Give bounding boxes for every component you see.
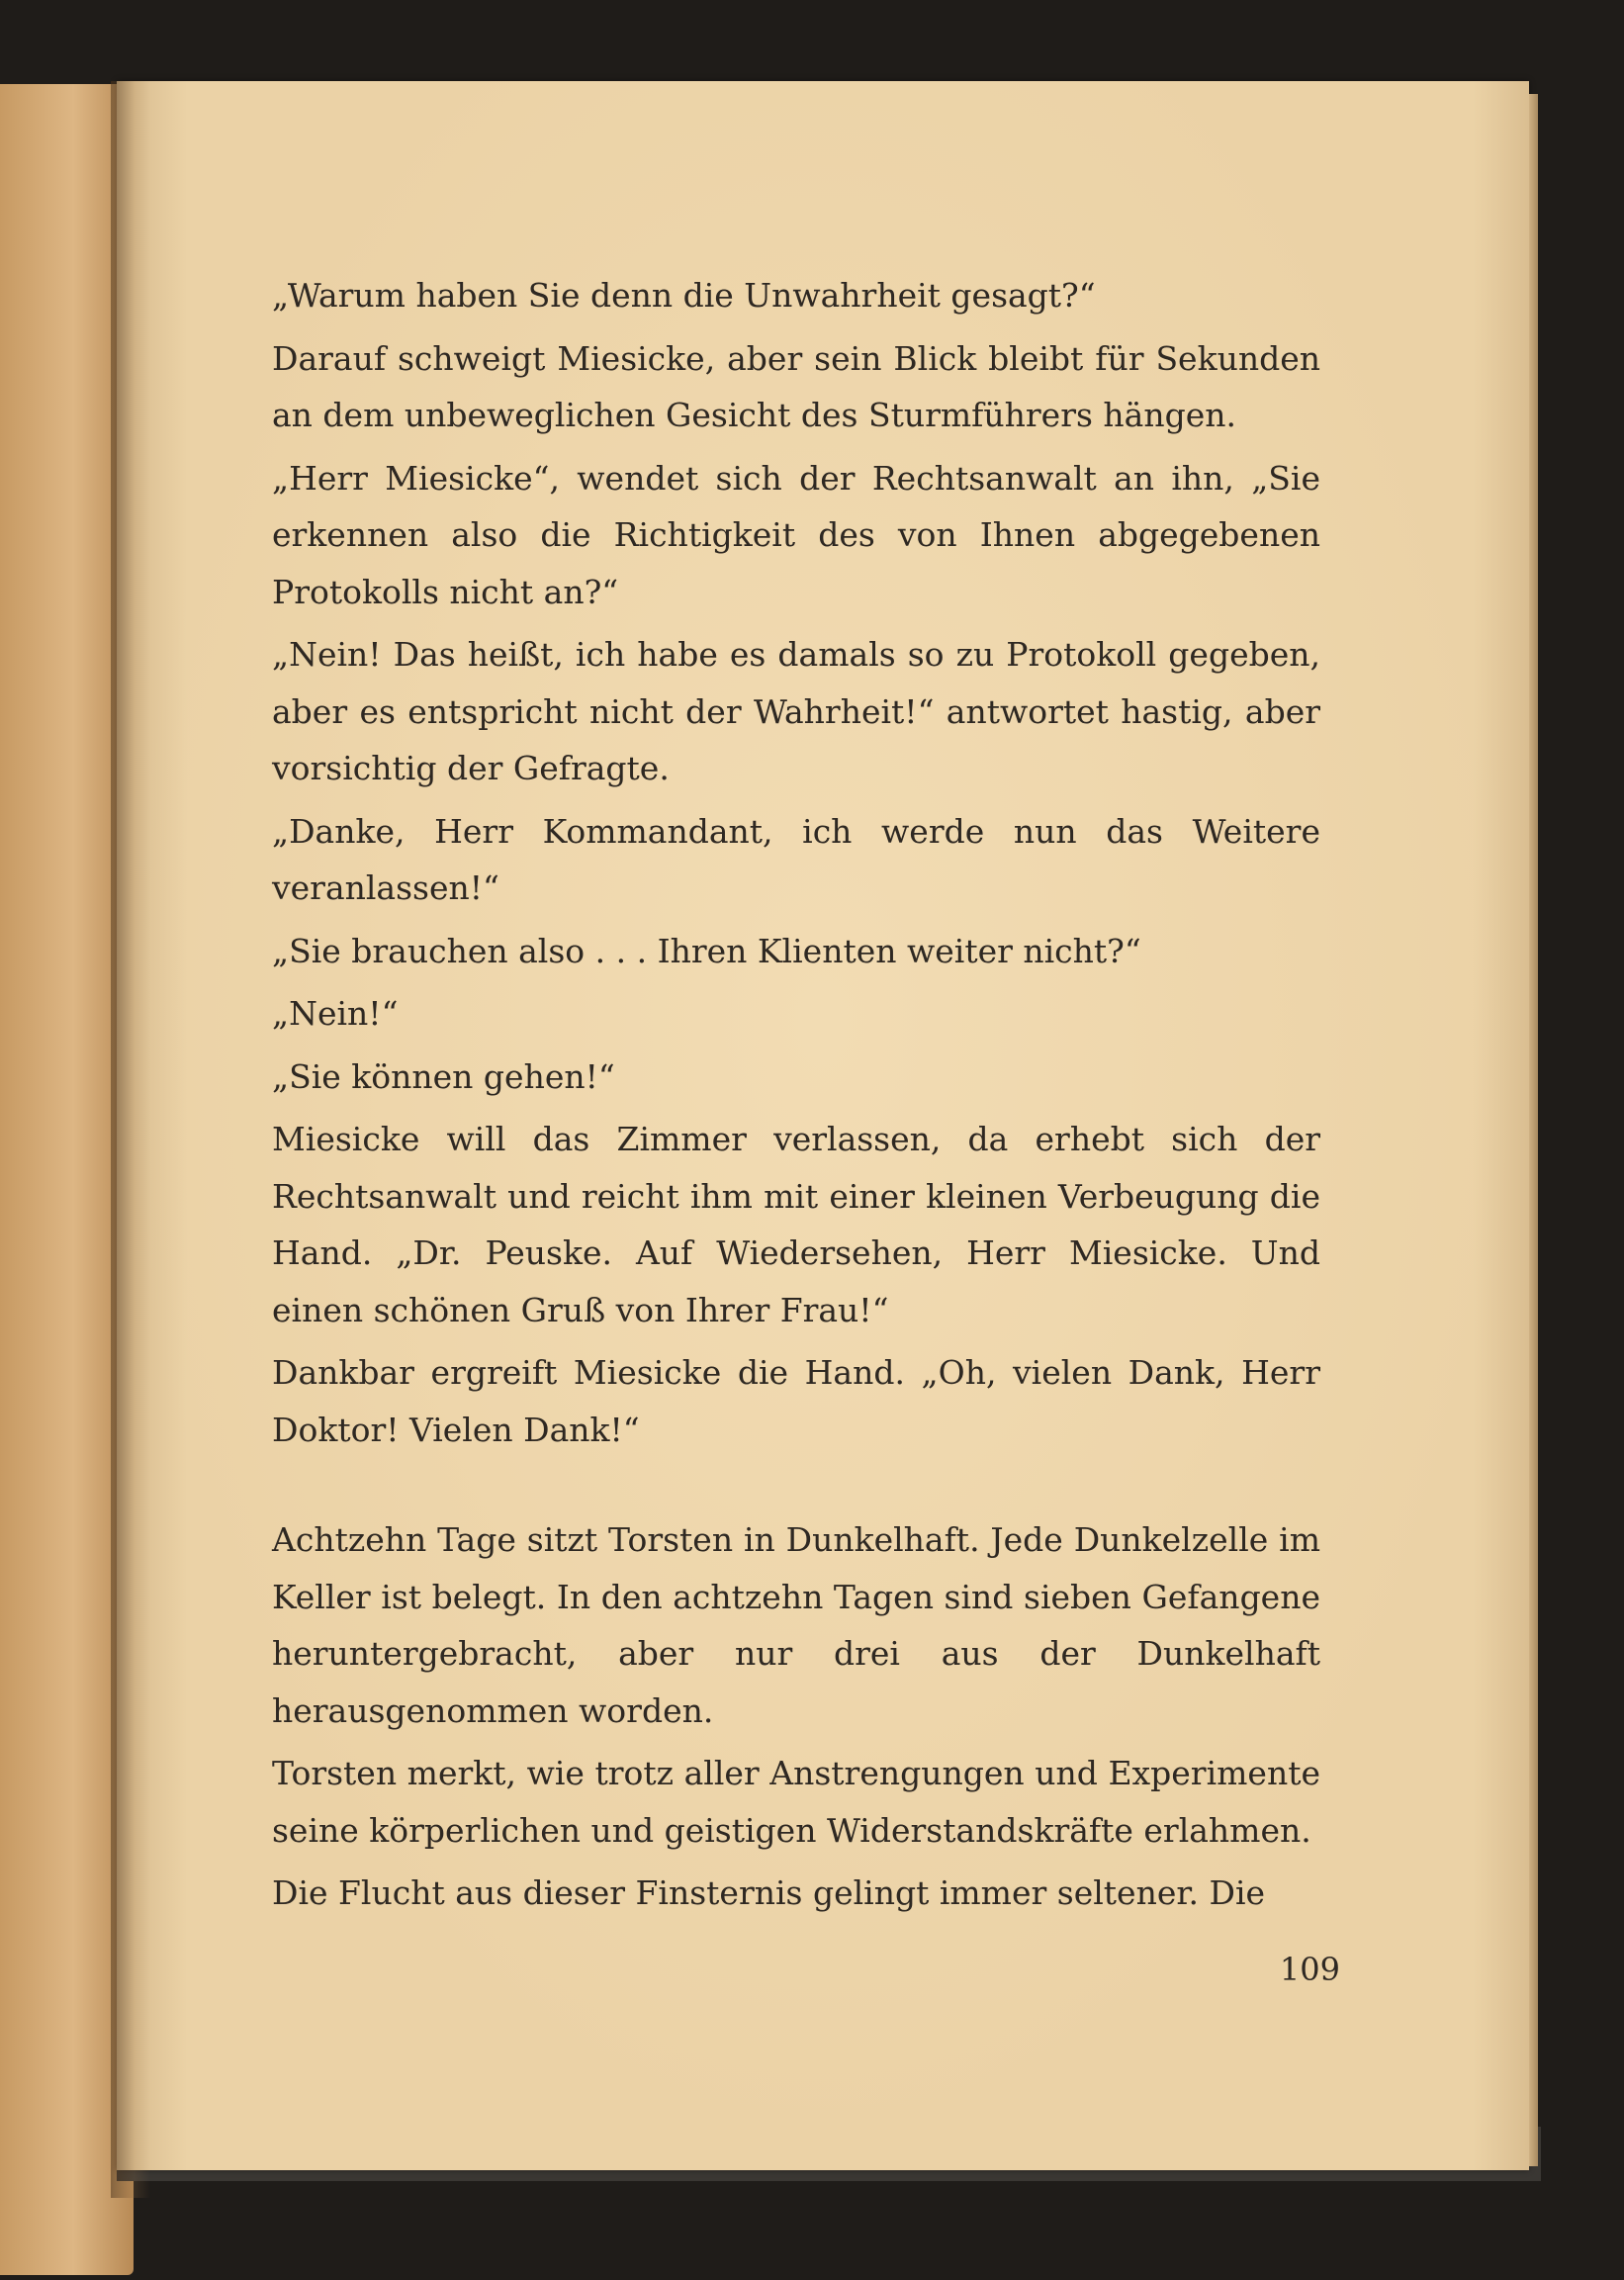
paragraph: Achtzehn Tage sitzt Torsten in Dunkelhaft. Jede Dunkelzelle im Keller ist belegt. In den achtzehn Tagen sind sieben Gefangene heruntergebracht, aber nur drei aus der Dunkelhaft herausgenommen worden.: [272, 1520, 1320, 1730]
page-gutter-shadow: [111, 81, 150, 2198]
page-number: 109: [1279, 1951, 1340, 1988]
paragraph: „Herr Miesicke“, wendet sich der Rechtsanwalt an ihn, „Sie erkennen also die Richtigkeit des von Ihnen abgegebenen Protokolls nicht an?“: [272, 458, 1320, 611]
paragraph: Miesicke will das Zimmer verlassen, da erhebt sich der Rechtsanwalt und reicht ihm mit einer kleinen Verbeugung die Hand. „Dr. Peuske. Auf Wiedersehen, Herr Miesicke. Und einen schönen Gruß von Ihrer Frau!“: [272, 1120, 1320, 1329]
paragraph: Dankbar ergreift Miesicke die Hand. „Oh, vielen Dank, Herr Doktor! Vielen Dank!“: [272, 1353, 1320, 1449]
paragraph: „Nein!“: [272, 994, 399, 1033]
paragraph: Torsten merkt, wie trotz aller Anstrengungen und Experimente seine körperlichen und geistigen Widerstandskräfte erlahmen.: [272, 1754, 1320, 1850]
paragraph: „Sie können gehen!“: [272, 1056, 615, 1096]
page-right-edge: [1529, 94, 1538, 2166]
paragraph: „Danke, Herr Kommandant, ich werde nun das Weitere veranlassen!“: [272, 811, 1320, 907]
paragraph: Darauf schweigt Miesicke, aber sein Blick bleibt für Sekunden an dem unbeweglichen Gesicht des Sturmführers hängen.: [272, 338, 1320, 434]
paragraph: „Warum haben Sie denn die Unwahrheit gesagt?“: [272, 276, 1096, 315]
paragraph: Die Flucht aus dieser Finsternis gelingt immer seltener. Die: [272, 1873, 1266, 1912]
paragraph: „Nein! Das heißt, ich habe es damals so zu Protokoll gegeben, aber es entspricht nicht der Wahrheit!“ antwortet hastig, aber vorsichtig der Gefragte.: [272, 635, 1320, 787]
paragraph: „Sie brauchen also . . . Ihren Klienten weiter nicht?“: [272, 931, 1141, 970]
section-break: [272, 1464, 1320, 1511]
page-text: [272, 267, 1320, 1928]
